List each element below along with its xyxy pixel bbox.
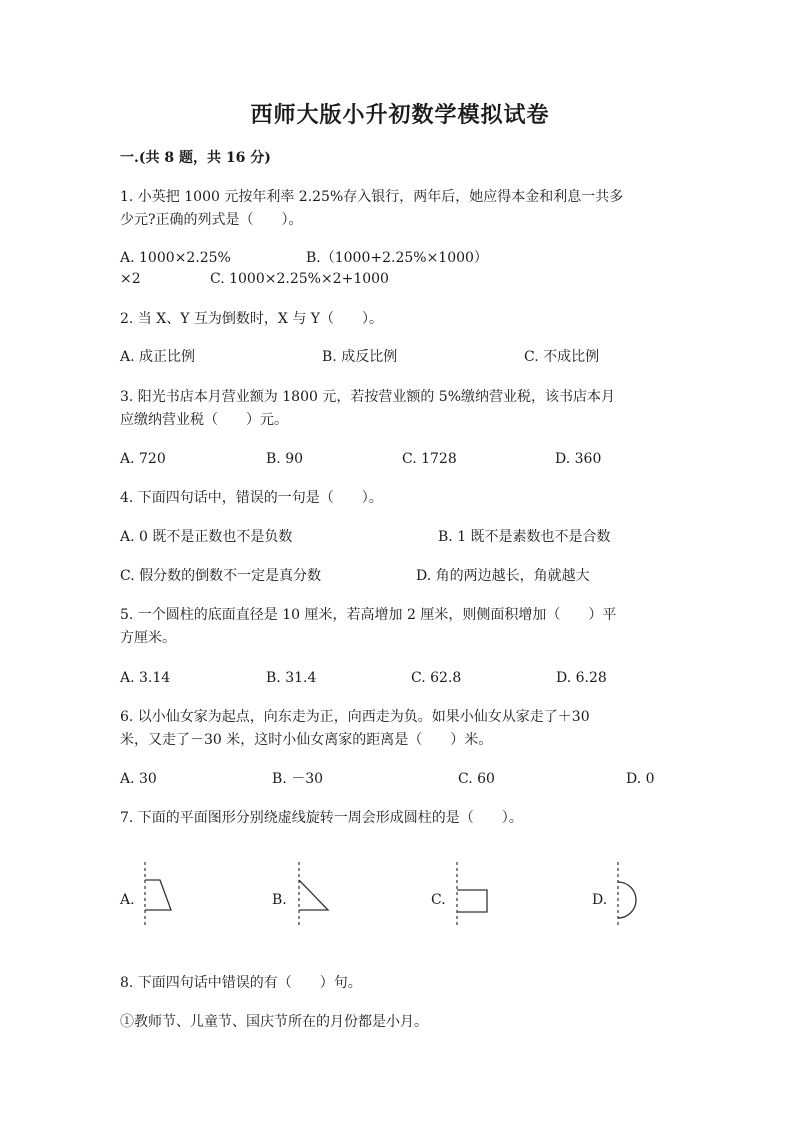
q3-option-c[interactable]: C. 1728 — [402, 451, 457, 467]
q7-option-c-label[interactable]: C. — [431, 892, 446, 908]
q4-option-a[interactable]: A. 0 既不是正数也不是负数 — [120, 529, 293, 545]
q3-option-d[interactable]: D. 360 — [555, 451, 602, 467]
q8-stem: 8. 下面四句话中错误的有（ ）句。 — [120, 975, 362, 991]
q6-option-a[interactable]: A. 30 — [120, 771, 157, 787]
q5-stem-line2: 方厘米。 — [120, 630, 176, 646]
q7-stem: 7. 下面的平面图形分别绕虚线旋转一周会形成圆柱的是（ ）。 — [120, 810, 523, 826]
page-title: 西师大版小升初数学模拟试卷 — [250, 102, 550, 128]
q7-option-a-label[interactable]: A. — [120, 892, 135, 908]
q6-stem-line2: 米，又走了－30 米，这时小仙女离家的距离是（ ）米。 — [120, 732, 493, 748]
q8-statement-1: ①教师节、儿童节、国庆节所在的月份都是小月。 — [120, 1014, 428, 1030]
q5-option-a[interactable]: A. 3.14 — [120, 670, 171, 686]
q2-option-c[interactable]: C. 不成比例 — [524, 349, 600, 365]
q5-option-b[interactable]: B. 31.4 — [266, 670, 317, 686]
q7-option-b-triangle-figure — [290, 862, 334, 928]
q5-option-d[interactable]: D. 6.28 — [556, 670, 607, 686]
q7-option-d-semicircle-figure — [608, 862, 652, 928]
q6-option-c[interactable]: C. 60 — [458, 771, 495, 787]
q1-option-b-continued: ×2 — [120, 271, 141, 287]
q7-option-d-label[interactable]: D. — [592, 892, 608, 908]
q5-option-c[interactable]: C. 62.8 — [411, 670, 462, 686]
q6-option-d[interactable]: D. 0 — [626, 771, 655, 787]
q2-option-a[interactable]: A. 成正比例 — [120, 349, 196, 365]
q1-option-a[interactable]: A. 1000×2.25% — [120, 250, 231, 266]
q3-stem-line2: 应缴纳营业税（ ）元。 — [120, 412, 288, 428]
q5-stem-line1: 5. 一个圆柱的底面直径是 10 厘米，若高增加 2 厘米，则侧面积增加（ ）平 — [120, 607, 617, 623]
q7-option-c-rectangle-figure — [450, 862, 494, 928]
q1-stem-line1: 1. 小英把 1000 元按年利率 2.25%存入银行，两年后，她应得本金和利息一共多 — [120, 189, 624, 205]
q4-stem: 4. 下面四句话中，错误的一句是（ ）。 — [120, 490, 383, 506]
q4-option-c[interactable]: C. 假分数的倒数不一定是真分数 — [120, 568, 322, 584]
q3-option-a[interactable]: A. 720 — [120, 451, 166, 467]
q7-option-a-trapezoid-figure — [135, 862, 179, 928]
q3-option-b[interactable]: B. 90 — [266, 451, 304, 467]
q4-option-b[interactable]: B. 1 既不是素数也不是合数 — [438, 529, 611, 545]
q3-stem-line1: 3. 阳光书店本月营业额为 1800 元，若按营业额的 5%缴纳营业税，该书店本月 — [120, 389, 615, 405]
q1-option-c[interactable]: C. 1000×2.25%×2+1000 — [210, 271, 389, 287]
q7-option-b-label[interactable]: B. — [272, 892, 287, 908]
q1-option-b[interactable]: B.（1000+2.25%×1000） — [306, 250, 488, 266]
section-heading: 一.(共 8 题，共 16 分) — [120, 150, 271, 166]
q2-option-b[interactable]: B. 成反比例 — [322, 349, 398, 365]
q1-stem-line2: 少元?正确的列式是（ ）。 — [120, 212, 303, 228]
q6-stem-line1: 6. 以小仙女家为起点，向东走为正，向西走为负。如果小仙女从家走了＋30 — [120, 709, 590, 725]
q6-option-b[interactable]: B. －30 — [272, 771, 324, 787]
q2-stem: 2. 当 X、Y 互为倒数时，X 与 Y（ ）。 — [120, 311, 384, 327]
q4-option-d[interactable]: D. 角的两边越长，角就越大 — [416, 568, 590, 584]
